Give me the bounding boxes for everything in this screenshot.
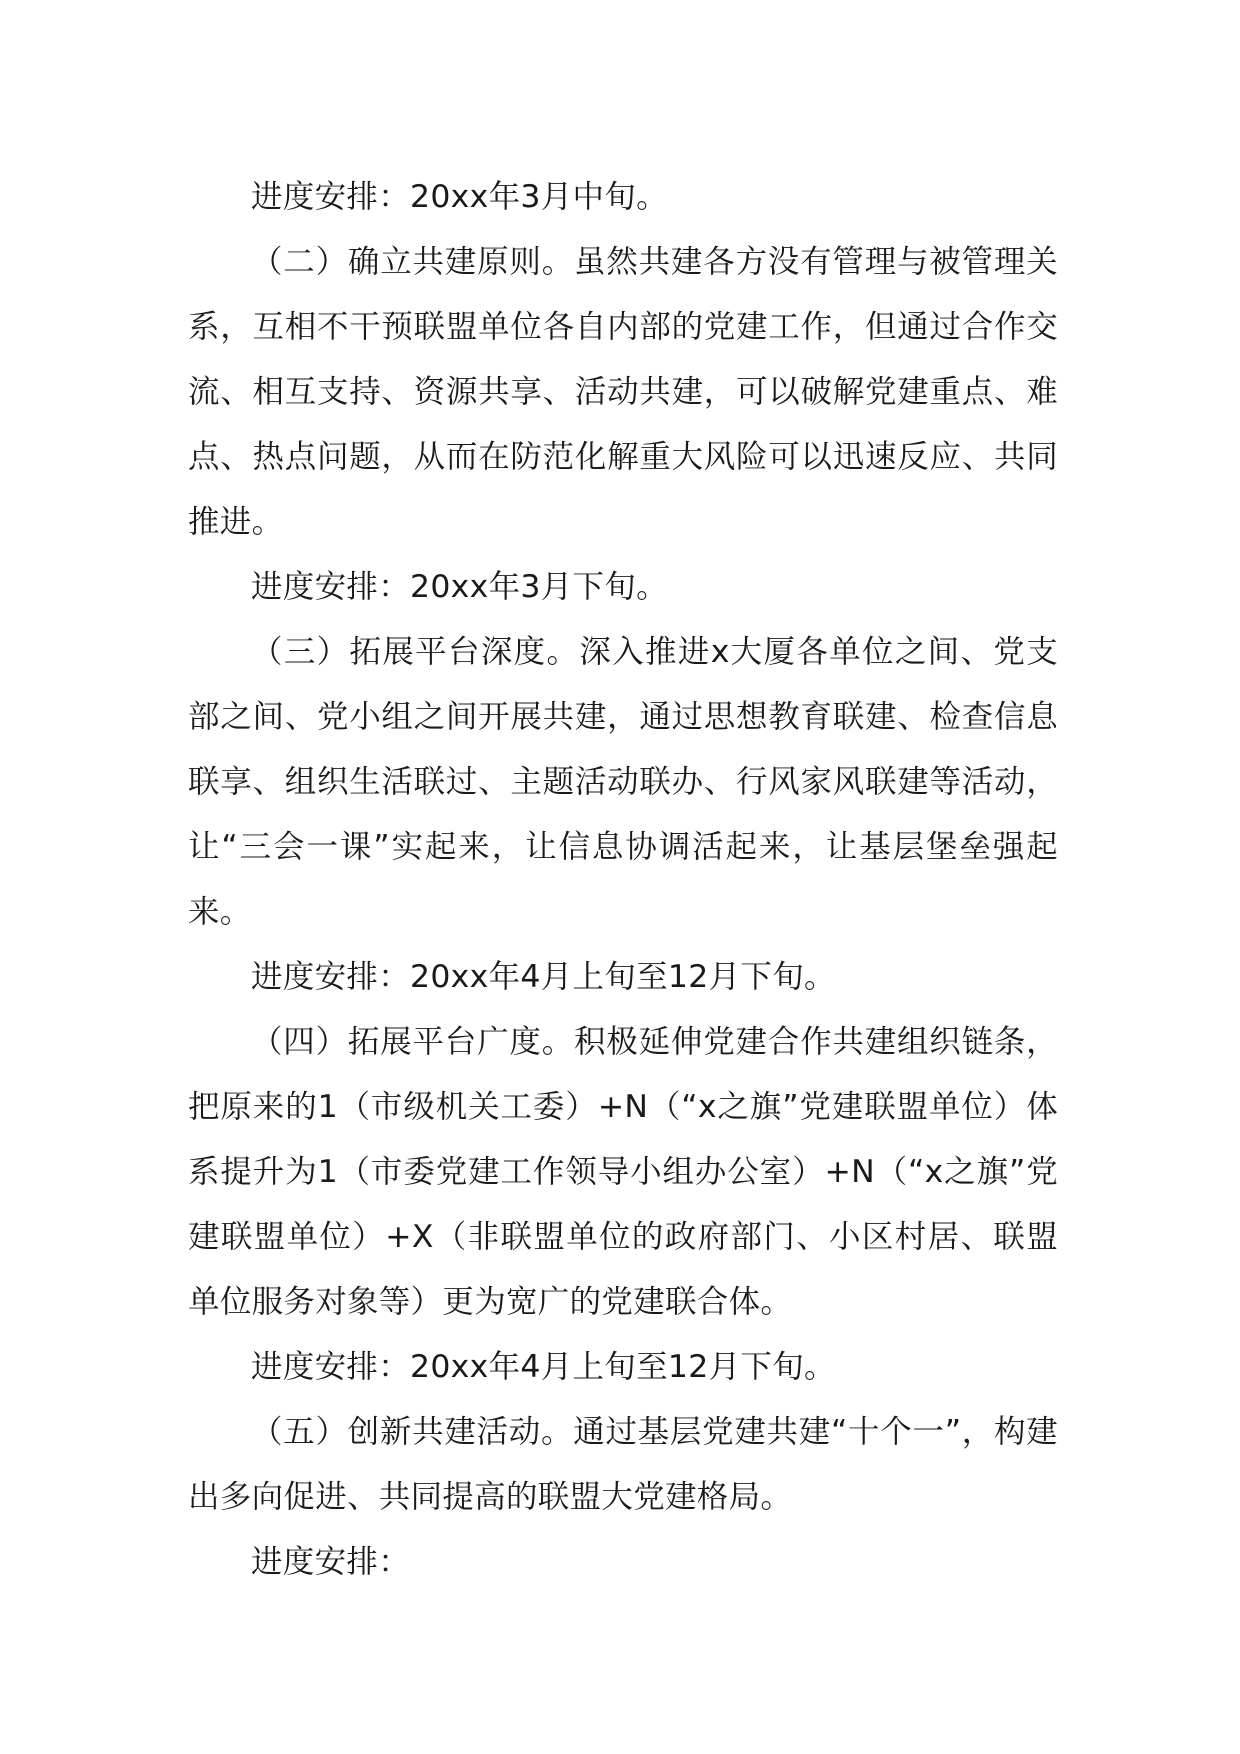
section-5-paragraph: （五）创新共建活动。通过基层党建共建“十个一”，构建出多向促进、共同提高的联盟大党建格局。: [188, 1414, 1058, 1515]
schedule-paragraph: 进度安排：20xx年4月上旬至12月下旬。: [251, 959, 836, 995]
schedule-paragraph: 进度安排：: [251, 1544, 411, 1580]
section-2-paragraph: （二）确立共建原则。虽然共建各方没有管理与被管理关系，互相不干预联盟单位各自内部的党建工作，但通过合作交流、相互支持、资源共享、活动共建，可以破解党建重点、难点、热点问题，从而在防范化解重大风险可以迅速反应、共同推进。: [188, 244, 1058, 540]
schedule-paragraph: 进度安排：20xx年3月下旬。: [251, 569, 668, 605]
schedule-paragraph: 进度安排：20xx年4月上旬至12月下旬。: [251, 1349, 836, 1385]
section-3-paragraph: （三）拓展平台深度。深入推进x大厦各单位之间、党支部之间、党小组之间开展共建，通过思想教育联建、检查信息联享、组织生活联过、主题活动联办、行风家风联建等活动，让“三会一课”实起来，让信息协调活起来，让基层堡垒强起来。: [188, 634, 1058, 930]
document-body: [188, 165, 1058, 1595]
section-4-paragraph: （四）拓展平台广度。积极延伸党建合作共建组织链条，把原来的1（市级机关工委）+N（“x之旗”党建联盟单位）体系提升为1（市委党建工作领导小组办公室）+N（“x之旗”党建联盟单位）+X（非联盟单位的政府部门、小区村居、联盟单位服务对象等）更为宽广的党建联合体。: [188, 1024, 1058, 1320]
schedule-paragraph: 进度安排：20xx年3月中旬。: [251, 179, 668, 215]
